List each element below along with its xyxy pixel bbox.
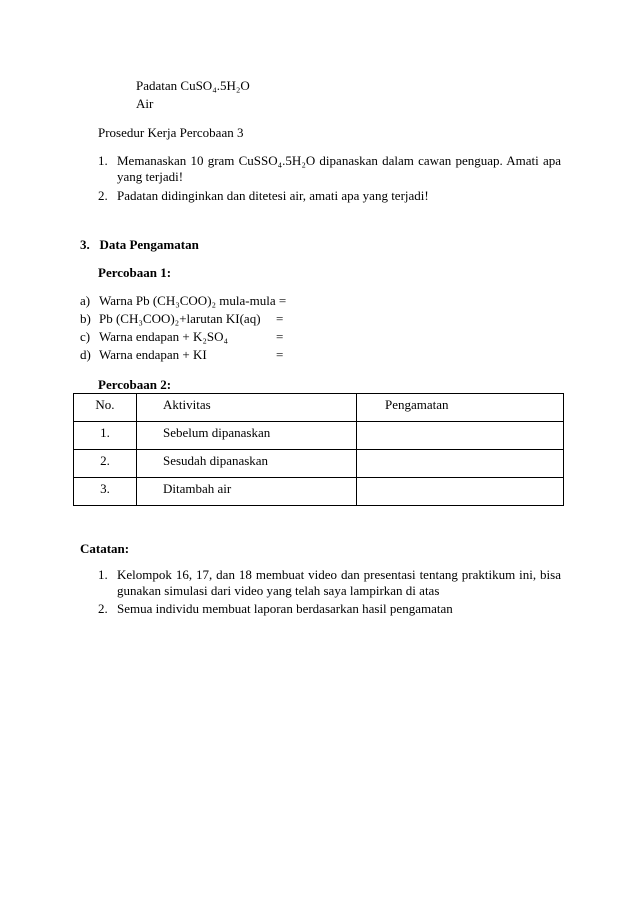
experiment-1-title: Percobaan 1: bbox=[98, 265, 172, 280]
cell-pengamatan bbox=[357, 450, 564, 478]
cell-no: 1. bbox=[74, 422, 137, 450]
exp1-item-d bbox=[80, 347, 284, 363]
exp1-item-a bbox=[80, 293, 287, 309]
material-air: Air bbox=[136, 96, 154, 111]
procedure-heading: Prosedur Kerja Percobaan 3 bbox=[98, 125, 244, 140]
item-letter: b) bbox=[80, 311, 91, 326]
note-text: Semua individu membuat laporan berdasarkan hasil pengamatan bbox=[117, 601, 453, 616]
item-equals: = bbox=[276, 329, 284, 344]
cell-aktivitas: Ditambah air bbox=[137, 478, 357, 506]
header-no: No. bbox=[74, 394, 137, 422]
header-aktivitas: Aktivitas bbox=[137, 394, 357, 422]
exp1-item-c bbox=[80, 329, 284, 345]
item-letter: c) bbox=[80, 329, 91, 344]
item-letter: d) bbox=[80, 347, 91, 362]
section-title: 3. Data Pengamatan bbox=[80, 237, 199, 252]
item-label: Warna endapan + KI bbox=[99, 347, 207, 362]
item-label: Warna endapan + K₂SO₄ bbox=[99, 329, 229, 344]
item-equals: = bbox=[276, 311, 284, 326]
item-label: Warna Pb (CH₃COO)₂ mula-mula = bbox=[99, 293, 287, 308]
item-letter: a) bbox=[80, 293, 91, 308]
table-row bbox=[74, 478, 564, 506]
cell-aktivitas: Sebelum dipanaskan bbox=[137, 422, 357, 450]
header-pengamatan: Pengamatan bbox=[357, 394, 564, 422]
note-number: 2. bbox=[98, 601, 108, 616]
table-row bbox=[74, 422, 564, 450]
experiment-2-title: Percobaan 2: bbox=[98, 377, 172, 392]
procedure-step-text: Memanaskan 10 gram CuSSO₄.5H₂O dipanaskan dalam cawan penguap. Amati apa yang terjadi! bbox=[117, 153, 561, 184]
cell-no: 3. bbox=[74, 478, 137, 506]
table-header-row bbox=[74, 394, 564, 422]
procedure-step-text: Padatan didinginkan dan ditetesi air, amati apa yang terjadi! bbox=[117, 188, 429, 203]
procedure-step-number: 1. bbox=[98, 153, 108, 168]
observation-table bbox=[73, 393, 564, 506]
item-equals: = bbox=[276, 347, 284, 362]
material-cuso4: Padatan CuSO₄.5H₂O bbox=[136, 78, 250, 93]
exp1-item-b bbox=[80, 311, 284, 327]
notes-title: Catatan: bbox=[80, 541, 130, 556]
note-text: Kelompok 16, 17, dan 18 membuat video dan presentasi tentang praktikum ini, bisa gunakan simulasi dari video yang telah saya lampirkan di atas bbox=[117, 567, 561, 598]
cell-pengamatan bbox=[357, 422, 564, 450]
cell-no: 2. bbox=[74, 450, 137, 478]
table-row bbox=[74, 450, 564, 478]
cell-pengamatan bbox=[357, 478, 564, 506]
procedure-step-number: 2. bbox=[98, 188, 108, 203]
cell-aktivitas: Sesudah dipanaskan bbox=[137, 450, 357, 478]
note-number: 1. bbox=[98, 567, 108, 582]
item-label: Pb (CH₃COO)₂+larutan KI(aq) bbox=[99, 311, 261, 326]
